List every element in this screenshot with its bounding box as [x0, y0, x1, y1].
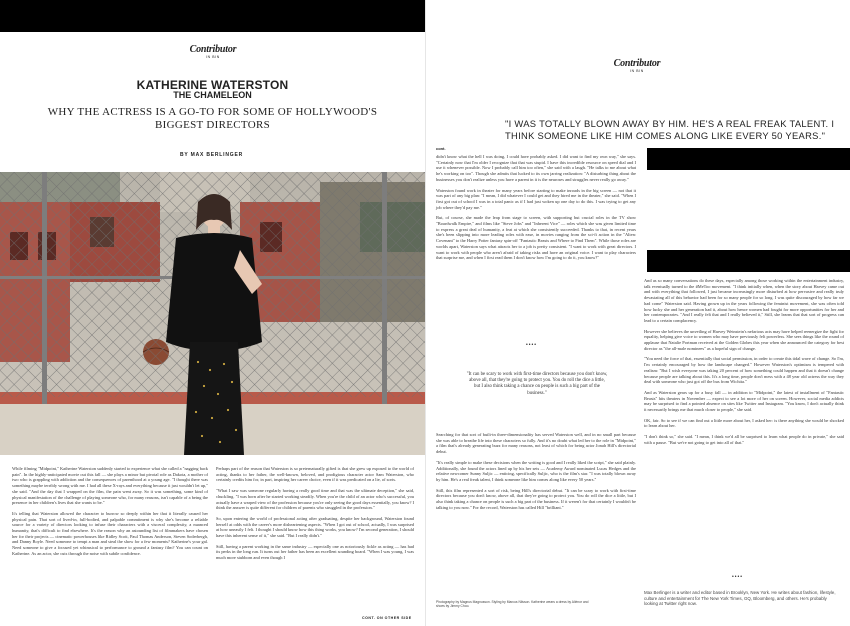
brand-logo: [182, 44, 244, 59]
brand-tag: IN BIN: [206, 55, 220, 59]
author-bio: Max Berlinger is a writer and editor based in Brooklyn, New York. He writes about fashion, lifestyle, culture and entertainment for The New York Times, GQ, Bloomberg, and others. He's probably looking at Twitter right now.: [644, 590, 836, 607]
black-bar-1: [647, 148, 850, 170]
paragraph: However she believes the unveiling of Harvey Weinstein's nefarious acts may have helped reenergize the fight for equality, helping give voice to women who may have previously felt powerless. She sees things like the round of applause that Natalie Portman received at the Golden Globes this year when she announced the category for best director as "the all-male nominees" as a hopeful sign of change.: [644, 328, 844, 351]
column-label: cont.: [436, 146, 446, 151]
left-column-1: [12, 466, 208, 562]
left-column-2: [216, 466, 414, 566]
paragraph: Still, having a parent working in the same industry — especially one as notoriously fickle as acting — has had its perks in the long run. It turns out her father has been an excellent sounding board. "When I was young, I was much more stubborn and even though I: [216, 543, 414, 561]
paragraph: "I don't think so," she said. "I mean, I think we'd all be surprised to learn what people do in private," she said with a pause. "But we're not going to get into all of that.": [644, 434, 844, 445]
paragraph: It's telling that Waterston allowed the character to burrow so deeply within her that it literally caused her physical pain. That sort of lived-in, full-bodied, and palpable commitment is why she's become a reliable source for a variety of directors looking to infuse their characters with a visceral complexity, a nuanced humanity, that's difficult to find elsewhere. It's the reason why an astounding list of filmmakers have chosen her for their projects — cinematic powerhouses like Ridley Scott, Paul Thomas Anderson, Steven Soderbergh, and Danny Boyle. Need someone to tempt a man and steal the show for a few moments? Katherine's your gal. Need someone to give a focused yet whimsical to performance to ground a fantasy film? You can count on Katherine. As an actor, she cuts through the noise with subtle confidence.: [12, 510, 208, 556]
brand-tag: IN BIN: [630, 69, 644, 73]
hero-photo: [0, 172, 425, 455]
paragraph: "What I saw was someone regularly having a really good time and that was the ultimate deception," she said, chuckling. "I was born after he started working steadily. When you're the child of an actor who's successful, you actually have a warped view of the profession because you're only seeing the good days essentially, you know? I think the answer is quite different for children of parents who struggled in the profession.": [216, 488, 414, 511]
paragraph: So, upon entering the world of professional acting after graduating, despite her background, Waterston found herself at odds with the career's more disheartening aspects. "When I got out of school, actually, I was surprised at how uneasily I felt. I thought I should know how this thing works, you know? I'm second generation, I should have this inherent sense of it," she said. "But I really didn't.": [216, 515, 414, 539]
section-divider: ••••: [732, 574, 744, 580]
paragraph: Still, this film represented a sort of risk, being Hill's directorial debut. "It can be scary to work with first-time directors because you don't know, above all, that they're going to protect you. You do roll the dice a little, but I also think taking a chance on people is such a big part of the business. If it weren't for that certainly I wouldn't be talking to you now." For the record, Waterston has called Hill "brilliant.": [436, 487, 636, 510]
paragraph: But, of course, she made the leap from stage to screen, with supporting but crucial roles in the TV show "Boardwalk Empire," and films like "Steve Jobs" and "Inherent Vice" — roles which she was given limited time to express a great deal of humanity, a feat at which she consistently succeeded. Thanks to that, in recent years she's been slipping into more leading roles with ease, in movies ranging from the sci-fi action in the "Alien: Covenant" to the Harry Potter fantasy spin-off "Fantastic Beasts and Where to Find Them". While those roles are worlds apart, Waterston says what attracts her to a job is pretty consistent. "I want to work with great directors. I want to work with people who aren't afraid of taking risks and have an original voice. I want to play characters that surprise me, and when I first read them I don't know how I'm going to do it, you know?": [436, 215, 636, 261]
paragraph: And as so many conversations do these days, especially among those working within the entertainment industry, talk eventually turned to the #MeToo movement. "I think initially when, when the story about Harvey came out and with everything that followed, I just became increasingly more disturbed at how pervasive and really truly devastating all of this behavior had been for so many people for so long. I was quite discouraged by how far we had come" Waterston said. Having grown up in the years following the feminist movement, she was often told how lucky she and her generation had it, about how hence women had fought for more opportunities for her and her contemporaries. "And I really felt that and I really believed it," Still, she learns that that sort of progress can lead to a certain complacency.: [644, 278, 844, 323]
article-headline: KATHERINE WATERSTON: [136, 78, 289, 92]
section-divider: ••••: [526, 342, 538, 348]
paragraph: didn't know what the hell I was doing, I could have probably asked. I did want to find my own way," she says. "Certainly now that I'm older I recognize that that was stupid. I have this incredible resource on speed dial and I use it whenever possible. Now I probably call him too often," she said with a laugh. "He talks to me about what he's working on too". Though she admits that lucked to its own jarring realization: "A disturbing thing about the businesses you don't realize unless you have a parent in it is the neuroses and struggles never really go away.": [436, 154, 636, 182]
paragraph: "It's really simple to make these decisions when the writing is good and I really liked the script," she said plainly. Additionally, she found the actors lined up by his her sets — Academy Award nominated Lucas Hedges and the relative newcomer Sunny Suljic — enticing, specifically Suljic, who is the film's star. "I was totally blown away by him. He's a real freak talent, I think someone like him comes along like every 50 years.": [436, 459, 636, 482]
hero-photo-illustration: [0, 172, 425, 455]
right-column-1b: [436, 432, 636, 515]
paragraph: While filming "Midpoint," Katherine Waterston suddenly started to experience what she called a "nagging back pain". In the highly-anticipated movie out this fall — she plays a minor but pivotal role as Dakota, a mother of two who is grappling with addiction and the consequences of parenthood at a young age. "I thought there was something maybe terribly wrong with me. I had all these X-rays and everything because it just wouldn't let up," she said. "And the day that I wrapped on the film, the pain went away. So it was something, some kind of physical manifestation of the challenge of playing someone who, for many reasons, isn't capable of a being the presence in her children's lives that she wants to be.": [12, 466, 208, 506]
continued-label: CONT. ON OTHER SIDE: [362, 616, 412, 620]
paragraph: "You need the force of that, essentially that social permission, in order to create this tidal wave of change. So I'm, I'm certainly encouraged by how the landscape changed." However Waterston's optimism is tempered with realism: "But I wish everyone was taking 20 percent of how something could happen and that it doesn't change because people are talking about this. It's a long time, people don't mess with a 48 year old actress the way they deal with someone who just got off the bus from Wichita.": [644, 356, 844, 385]
paragraph: And as Waterston gears up for a busy fall — in addition to "Midpoint," the latest of installment of "Fantastic Beasts" hits theaters in November — expect to see a lot more of her on screen. However, social media addicts may be surprised to find a pointed absence on sites like Twitter and Instagram. "You know, I don't actually think it necessarily brings me that much closer to people," she said.: [644, 389, 844, 413]
right-column-2: [644, 278, 844, 451]
inset-quote: "It can be scary to work with first-time directors because you don't know, above all, that they're going to protect you. You do roll the dice a little, but I also think taking a chance on people is such a big part of the business.": [466, 372, 608, 396]
paragraph: Waterston found work in theater for many years before starting to make inroads in the big screen — not that it was part of any big plan: "I mean, I did whatever I could get and they hired me in the theater," she said. "When I first got out of school I was in a total panic as if I had just woken up one day to do this. I was trying to get any job where they'd pay me.": [436, 187, 636, 210]
pull-quote: "I WAS TOTALLY BLOWN AWAY BY HIM. HE'S A REAL FREAK TALENT. I THINK SOMEONE LIKE HIM COMES ALONG LIKE EVERY 50 YEARS.": [505, 118, 835, 141]
paragraph: Perhaps part of the reason that Waterston is so preternaturally gifted is that she grew up exposed to the world of acting, thanks to her father, the well-known, beloved, and prodigious character actor Sam Waterston, who certainly credits him for, in part, inspiring her career choice, even if it was predicated on a lie, of sorts.: [216, 466, 414, 483]
article-dek: WHY THE ACTRESS IS A GO-TO FOR SOME OF HOLLYWOOD'S BIGGEST DIRECTORS: [47, 106, 378, 131]
byline: BY MAX BERLINGER: [180, 152, 243, 158]
paragraph: Searching for that sort of built-in three-dimensionality has served Waterston well, and in no small part because she was able to breathe life into these characters so fully. And it's no doubt what led her to the role in "Midpoint," a film that's already generating buzz for many reasons, not least of which for being actor Jonah Hill's directorial debut.: [436, 432, 636, 455]
brand-name: Contributor: [189, 44, 237, 55]
right-page: [425, 0, 850, 626]
photo-credit: Photography by Magnus Magnusson. Styling by Marcus Nilsson. Katherine wears a dress by Aliénor and shoes by Jimmy Choo.: [436, 600, 589, 609]
paragraph: OK, fair. So to see if we can find out a little more about her, I asked her: is there anything she would be shocked to learn about her.: [644, 417, 844, 429]
article-subhead: THE CHAMELEON: [173, 90, 252, 100]
black-bar-2: [647, 250, 850, 272]
brand-name: Contributor: [613, 58, 661, 69]
right-column-1: [436, 154, 636, 266]
top-black-bar: [0, 0, 425, 32]
brand-logo: [606, 58, 668, 73]
